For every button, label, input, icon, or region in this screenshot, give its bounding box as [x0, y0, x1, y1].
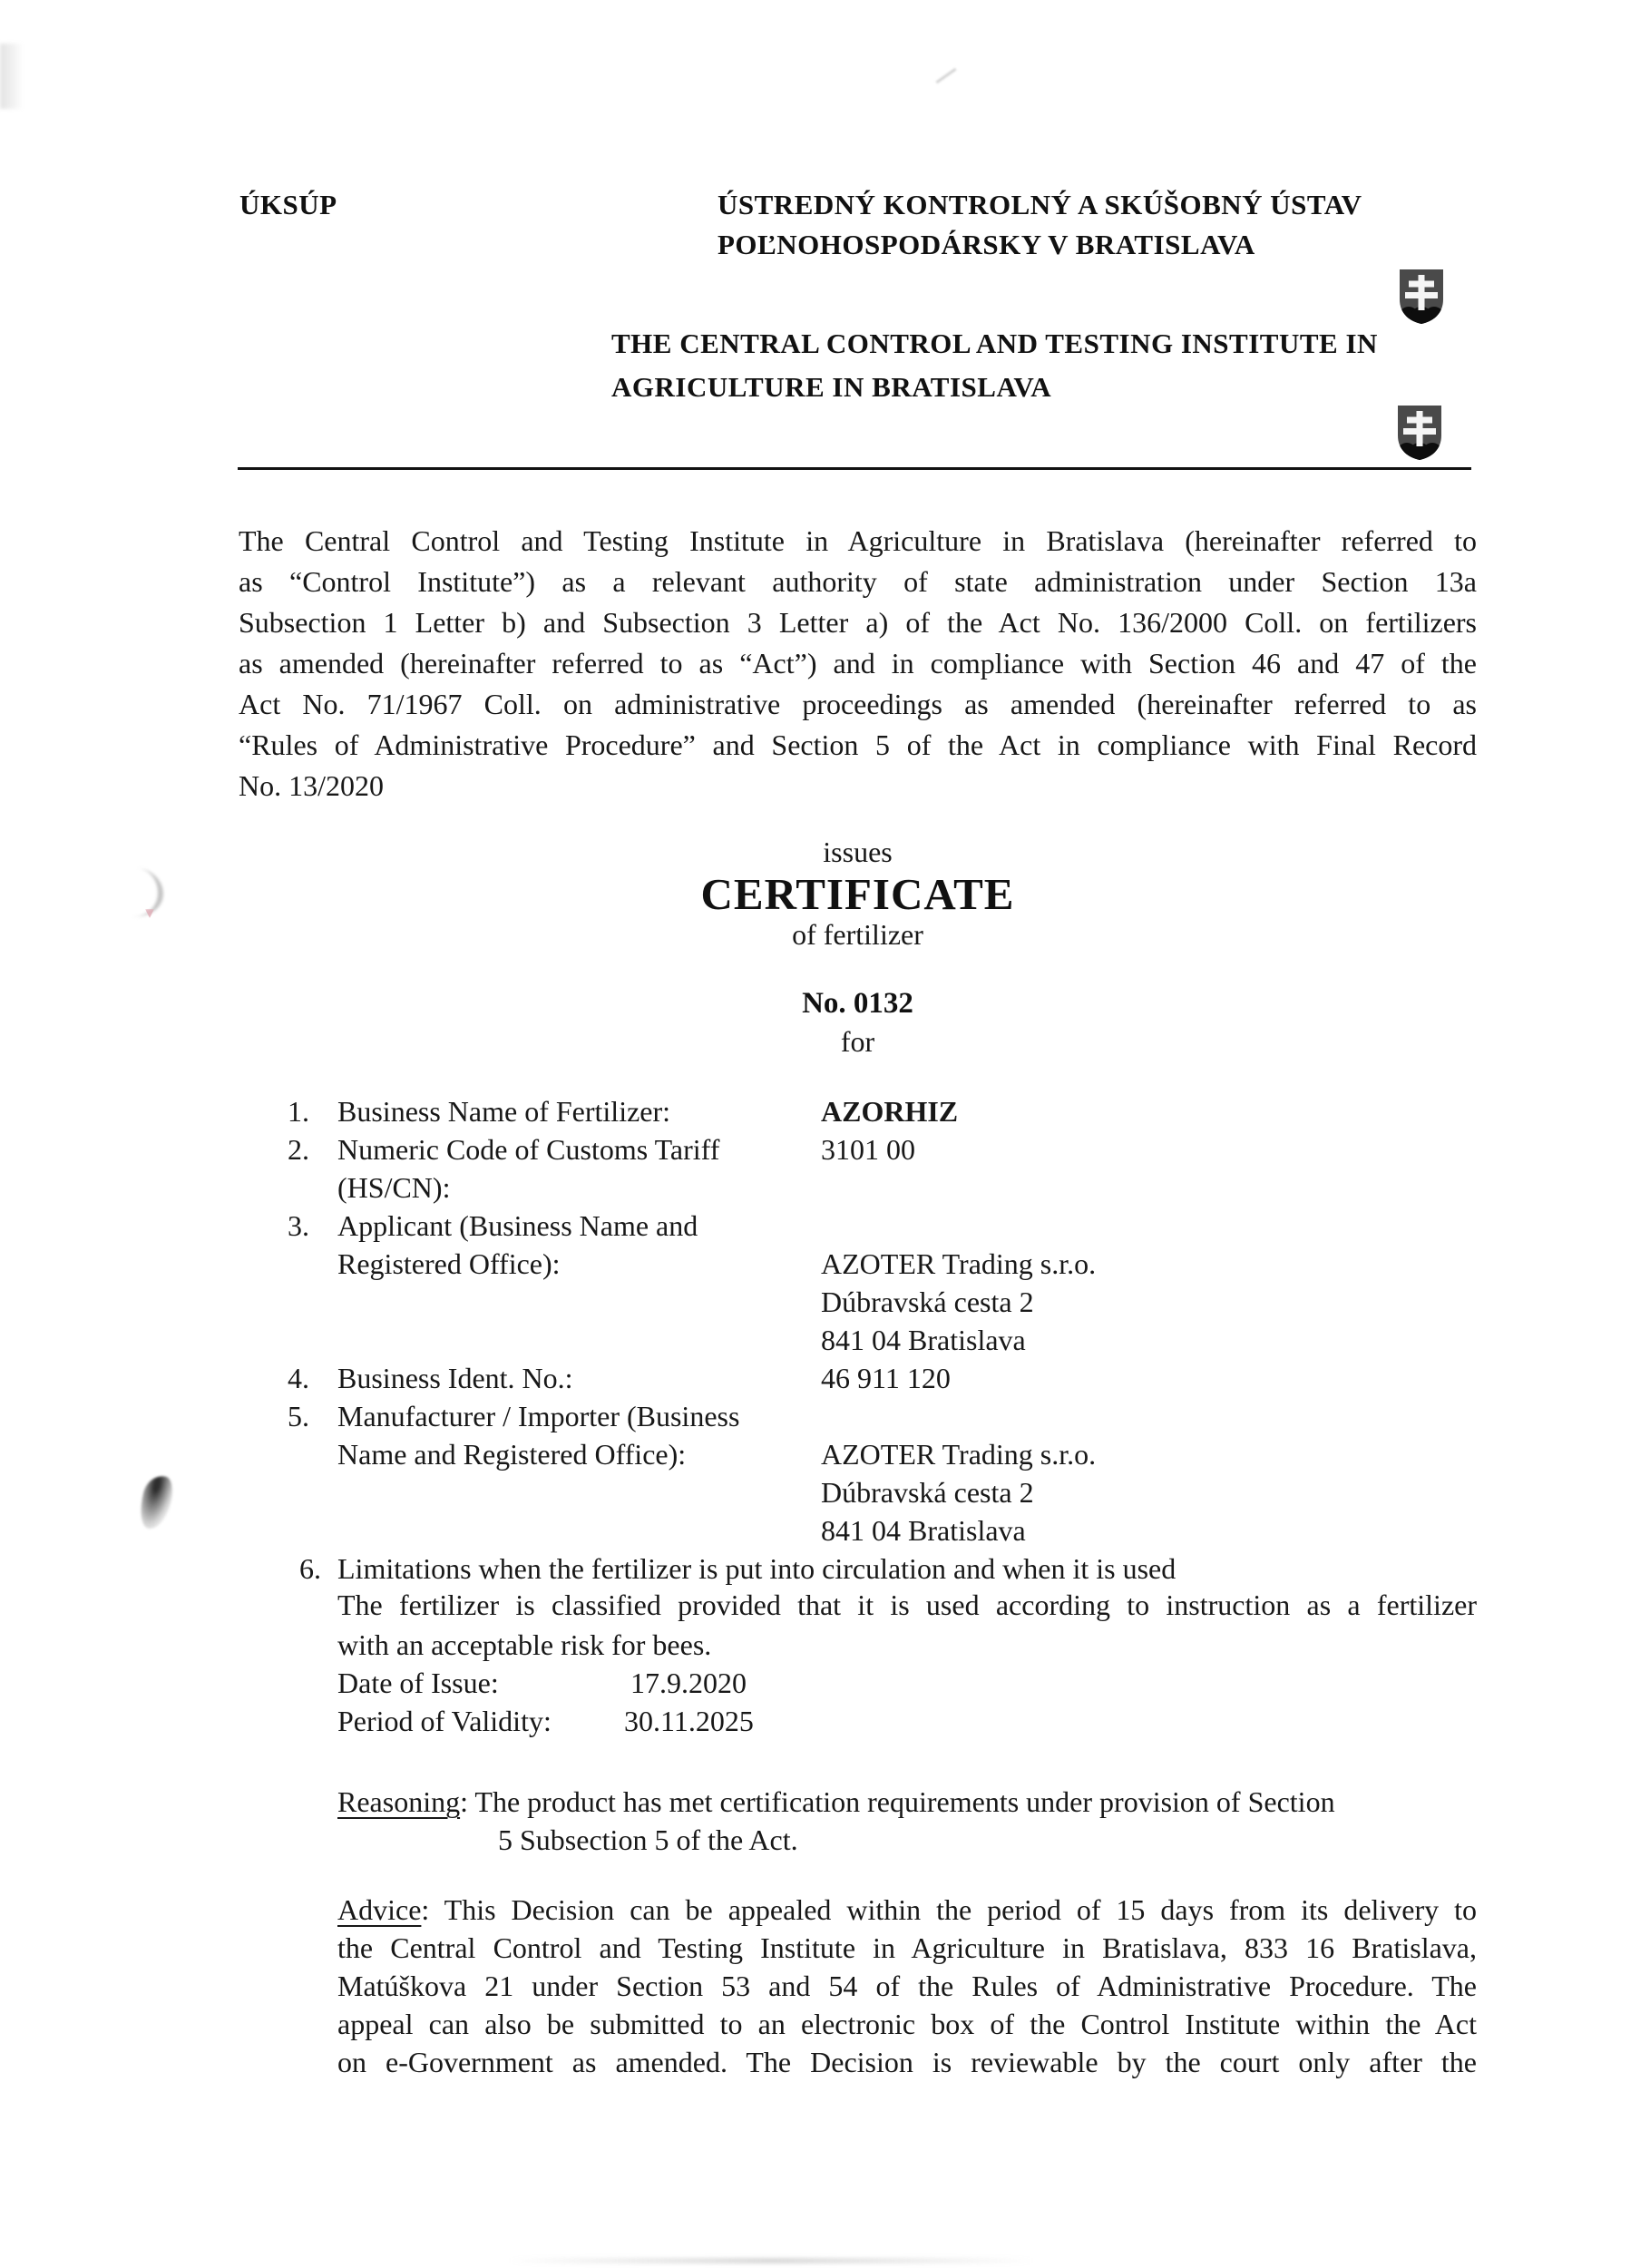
- intro-line: Subsection 1 Letter b) and Subsection 3 Letter a) of the Act No. 136/2000 Coll. on fertilizers: [239, 606, 1477, 639]
- intro-line: No. 13/2020: [239, 769, 384, 802]
- reasoning-text: : The product has met certification requirements under provision of Section: [460, 1785, 1335, 1818]
- org-abbreviation: ÚKSÚP: [239, 189, 337, 220]
- item-3-applicant-name: AZOTER Trading s.r.o.: [821, 1247, 1097, 1280]
- slovak-coat-of-arms-icon: [1397, 405, 1442, 461]
- item-5-label-line2: Name and Registered Office):: [337, 1438, 687, 1471]
- item-1-value-fertilizer-name: AZORHIZ: [821, 1095, 959, 1128]
- item-6-text-line2: The fertilizer is classified provided that it is used according to instruction as a fertilizer: [337, 1589, 1477, 1621]
- reasoning-line1: [337, 1787, 1335, 1816]
- org-name-sk-line2: POĽNOHOSPODÁRSKY V BRATISLAVA: [718, 229, 1255, 260]
- item-2-number: 2.: [288, 1133, 309, 1166]
- scan-bottom-smear: [508, 2258, 1034, 2263]
- item-2-label-line2: (HS/CN):: [337, 1171, 451, 1204]
- item-6-text-line3: with an acceptable risk for bees.: [337, 1628, 712, 1661]
- advice-line: Matúškova 21 under Section 53 and 54 of the Rules of Administrative Procedure. The: [337, 1970, 1477, 2002]
- item-5-manufacturer-street: Dúbravská cesta 2: [821, 1476, 1034, 1509]
- scan-comma-artifact: [135, 1472, 177, 1532]
- item-6-number: 6.: [299, 1552, 321, 1585]
- advice-text: : This Decision can be appealed within the period of 15 days from its delivery to: [421, 1893, 1477, 1926]
- period-of-validity-label: Period of Validity:: [337, 1705, 552, 1737]
- slovak-coat-of-arms-icon: [1399, 268, 1444, 326]
- item-4-value-business-id: 46 911 120: [821, 1362, 951, 1394]
- item-5-manufacturer-name: AZOTER Trading s.r.o.: [821, 1438, 1097, 1471]
- item-5-manufacturer-city: 841 04 Bratislava: [821, 1514, 1026, 1547]
- item-3-label-line1: Applicant (Business Name and: [337, 1209, 698, 1242]
- item-3-number: 3.: [288, 1209, 309, 1242]
- date-of-issue-label: Date of Issue:: [337, 1667, 499, 1699]
- item-3-label-line2: Registered Office):: [337, 1247, 561, 1280]
- item-4-number: 4.: [288, 1362, 309, 1394]
- intro-line: as “Control Institute”) as a relevant authority of state administration under Section 13a: [239, 565, 1477, 598]
- advice-line: the Central Control and Testing Institute in Agriculture in Bratislava, 833 16 Bratislava,: [337, 1931, 1477, 1964]
- item-3-applicant-city: 841 04 Bratislava: [821, 1324, 1026, 1356]
- advice-line: appeal can also be submitted to an electronic box of the Control Institute within the Act: [337, 2008, 1477, 2040]
- item-1-label: Business Name of Fertilizer:: [337, 1095, 671, 1128]
- for-label: for: [840, 1025, 875, 1058]
- date-of-issue-value: 17.9.2020: [630, 1667, 747, 1699]
- item-2-label-line1: Numeric Code of Customs Tariff: [337, 1133, 720, 1166]
- org-name-en-line1: THE CENTRAL CONTROL AND TESTING INSTITUTE IN: [611, 327, 1378, 359]
- header-divider-line: [238, 467, 1471, 470]
- intro-paragraph: [239, 521, 1477, 807]
- intro-line: Act No. 71/1967 Coll. on administrative proceedings as amended (hereinafter referred to as: [239, 688, 1477, 720]
- org-name-en-line2: AGRICULTURE IN BRATISLAVA: [611, 371, 1052, 403]
- period-of-validity-value: 30.11.2025: [624, 1705, 754, 1737]
- item-5-label-line1: Manufacturer / Importer (Business: [337, 1400, 740, 1432]
- scan-edge-shadow: [0, 44, 24, 109]
- intro-line: The Central Control and Testing Institute in Agriculture in Bratislava (hereinafter referred to: [239, 524, 1477, 557]
- issues-label: issues: [823, 836, 893, 868]
- certificate-subtitle: of fertilizer: [792, 918, 923, 951]
- advice-paragraph: [337, 1891, 1477, 2081]
- advice-line: [337, 1891, 1477, 1929]
- reasoning-label: Reasoning: [337, 1785, 461, 1818]
- advice-label: Advice: [337, 1893, 422, 1926]
- item-2-value-customs-code: 3101 00: [821, 1133, 915, 1166]
- item-3-applicant-street: Dúbravská cesta 2: [821, 1286, 1034, 1318]
- scan-mark: [935, 68, 956, 83]
- item-5-number: 5.: [288, 1400, 309, 1432]
- item-1-number: 1.: [288, 1095, 309, 1128]
- reasoning-line2: 5 Subsection 5 of the Act.: [498, 1823, 798, 1856]
- item-6-label: Limitations when the fertilizer is put into circulation and when it is used: [337, 1552, 1176, 1585]
- org-name-sk-line1: ÚSTREDNÝ KONTROLNÝ A SKÚŠOBNÝ ÚSTAV: [718, 189, 1362, 220]
- intro-line: as amended (hereinafter referred to as “Act”) and in compliance with Section 46 and 47 of the: [239, 647, 1477, 679]
- certificate-title: CERTIFICATE: [700, 869, 1015, 919]
- certificate-number: No. 0132: [802, 987, 913, 1020]
- intro-line: “Rules of Administrative Procedure” and Section 5 of the Act in compliance with Final Record: [239, 728, 1477, 761]
- item-4-label: Business Ident. No.:: [337, 1362, 573, 1394]
- advice-line: on e-Government as amended. The Decision is reviewable by the court only after the: [337, 2046, 1477, 2078]
